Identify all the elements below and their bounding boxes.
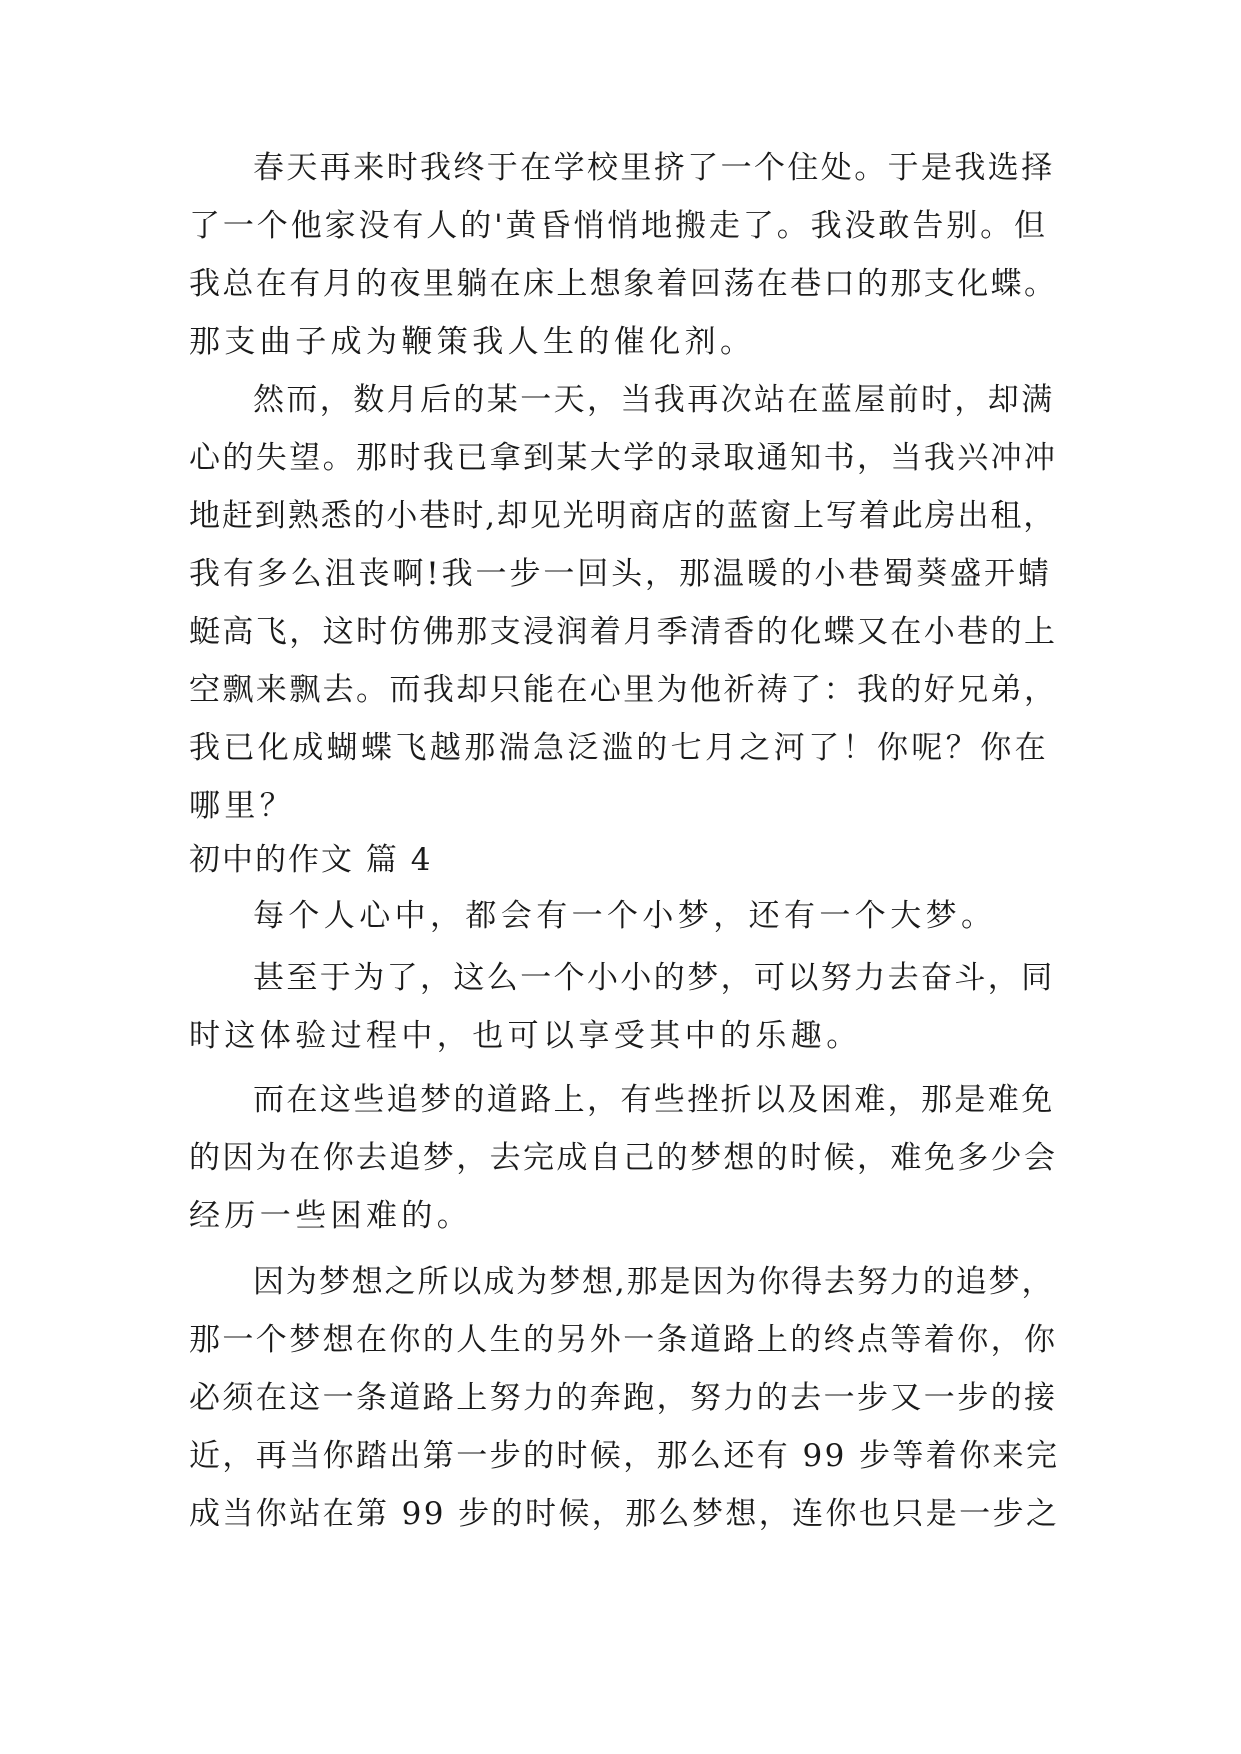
paragraph-line: 的因为在你去追梦，去完成自己的梦想的时候，难免多少会 <box>189 1140 1058 1176</box>
paragraph-line: 近，再当你踏出第一步的时候，那么还有 99 步等着你来完 <box>189 1438 1060 1474</box>
paragraph-line: 那一个梦想在你的人生的另外一条道路上的终点等着你，你 <box>189 1322 1058 1358</box>
paragraph-line: 因为梦想之所以成为梦想,那是因为你得去努力的追梦， <box>253 1264 1055 1300</box>
section-heading: 初中的作文 篇 4 <box>189 842 433 878</box>
paragraph-line: 然而，数月后的某一天，当我再次站在蓝屋前时，却满 <box>253 382 1055 418</box>
paragraph-line: 春天再来时我终于在学校里挤了一个住处。于是我选择 <box>253 150 1055 186</box>
paragraph-line: 蜓高飞，这时仿佛那支浸润着月季清香的化蝶又在小巷的上 <box>189 614 1058 650</box>
paragraph-line: 而在这些追梦的道路上，有些挫折以及困难，那是难免 <box>253 1082 1055 1118</box>
paragraph-line: 我有多么沮丧啊!我一步一回头，那温暖的小巷蜀葵盛开蜻 <box>189 556 1052 592</box>
paragraph-line: 甚至于为了，这么一个小小的梦，可以努力去奋斗，同 <box>253 960 1055 996</box>
paragraph-line: 心的失望。那时我已拿到某大学的录取通知书，当我兴冲冲 <box>189 440 1058 476</box>
paragraph-line: 时这体验过程中，也可以享受其中的乐趣。 <box>189 1018 862 1054</box>
paragraph-line: 成当你站在第 99 步的时候，那么梦想，连你也只是一步之 <box>189 1496 1060 1532</box>
paragraph-line: 空飘来飘去。而我却只能在心里为他祈祷了：我的好兄弟， <box>189 672 1058 708</box>
paragraph-line: 了一个他家没有人的'黄昏悄悄地搬走了。我没敢告别。但 <box>189 208 1048 244</box>
paragraph-line: 经历一些困难的。 <box>189 1198 473 1234</box>
paragraph-line: 必须在这一条道路上努力的奔跑，努力的去一步又一步的接 <box>189 1380 1058 1416</box>
paragraph-line: 地赶到熟悉的小巷时,却见光明商店的蓝窗上写着此房出租， <box>189 498 1057 534</box>
paragraph-line: 哪里？ <box>189 788 296 824</box>
paragraph-line: 我总在有月的夜里躺在床上想象着回荡在巷口的那支化蝶。 <box>189 266 1058 302</box>
paragraph-line: 每个人心中，都会有一个小梦，还有一个大梦。 <box>253 898 997 934</box>
paragraph-line: 我已化成蝴蝶飞越那湍急泛滥的七月之河了！你呢？你在 <box>189 730 1049 766</box>
paragraph-line: 那支曲子成为鞭策我人生的催化剂。 <box>189 324 756 360</box>
